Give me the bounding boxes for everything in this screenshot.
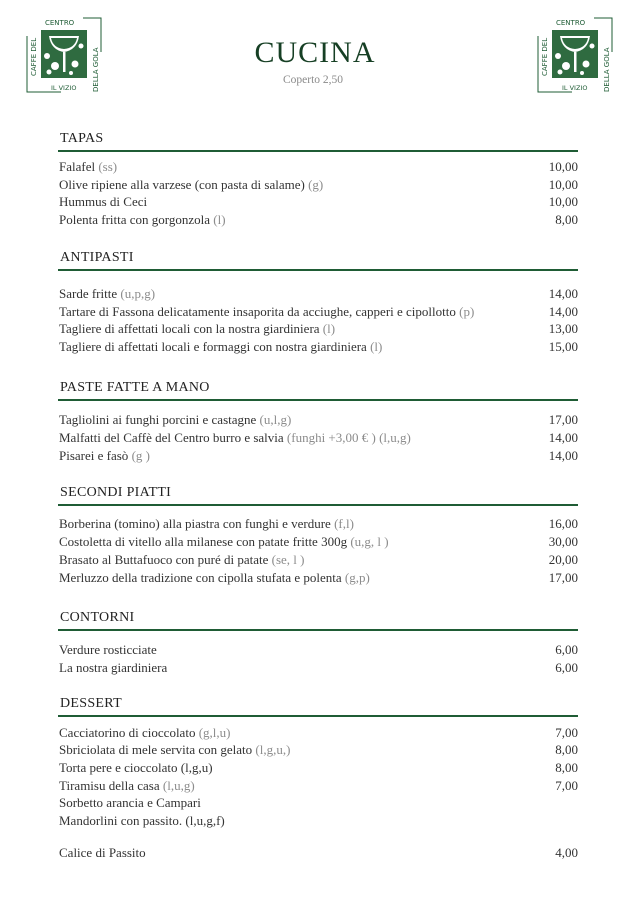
item-price: 17,00 <box>548 412 578 427</box>
item-price: 14,00 <box>548 286 578 301</box>
item-price: 17,00 <box>548 570 578 585</box>
item-allergens: (l) <box>370 339 383 354</box>
menu-item <box>59 429 578 447</box>
section-divider <box>58 504 578 506</box>
item-name: Sarde fritte <box>59 286 121 301</box>
item-allergens: (f,l) <box>334 516 354 531</box>
item-allergens: (u,l,g) <box>259 412 292 427</box>
menu-item <box>59 741 578 759</box>
item-allergens: (l) <box>213 212 226 227</box>
menu-item <box>59 641 578 659</box>
item-name: Verdure rosticciate <box>59 642 157 657</box>
svg-text:DELLA GOLA: DELLA GOLA <box>603 47 611 92</box>
menu-item <box>59 533 578 551</box>
svg-text:CENTRO: CENTRO <box>45 19 75 27</box>
item-name: Borberina (tomino) alla piastra con funghi e verdure <box>59 516 335 531</box>
item-name: Falafel <box>59 159 99 174</box>
section-divider <box>58 715 578 717</box>
menu-item <box>59 844 578 862</box>
item-price: 8,00 <box>555 760 578 775</box>
section-title: TAPAS <box>60 131 104 146</box>
menu-item <box>59 193 578 211</box>
svg-text:IL VIZIO: IL VIZIO <box>51 84 77 92</box>
item-name: Sbriciolata di mele servita con gelato <box>59 742 256 757</box>
menu-item <box>59 724 578 742</box>
item-name: La nostra giardiniera <box>59 660 168 675</box>
cover-charge: Coperto 2,50 <box>282 74 344 86</box>
item-name: Tiramisu della casa <box>59 778 163 793</box>
page-title: CUCINA <box>254 36 376 69</box>
item-name: Tartare di Fassona delicatamente insaporita da acciughe, capperi e cipollotto <box>59 304 460 319</box>
menu-item <box>59 759 578 777</box>
section-title: SECONDI PIATTI <box>60 485 172 500</box>
item-allergens: (g,l,u) <box>198 725 231 740</box>
item-allergens: (g,p) <box>344 570 370 585</box>
svg-text:CAFFE DEL: CAFFE DEL <box>30 37 38 76</box>
item-price: 8,00 <box>555 212 578 227</box>
menu-item <box>59 551 578 569</box>
item-price: 10,00 <box>548 159 578 174</box>
item-name: Tagliolini ai funghi porcini e castagne <box>59 412 260 427</box>
item-price: 15,00 <box>548 339 578 354</box>
menu-item <box>59 515 578 533</box>
item-name: Mandorlini con passito. (l,u,g,f) <box>59 813 225 828</box>
section-divider <box>58 150 578 152</box>
item-name: Hummus di Ceci <box>59 194 148 209</box>
item-price: 7,00 <box>555 778 578 793</box>
menu-item <box>59 176 578 194</box>
menu-item <box>59 158 578 176</box>
section-divider <box>58 269 578 271</box>
menu-item <box>59 303 578 321</box>
item-name: Calice di Passito <box>59 845 146 860</box>
item-name: Malfatti del Caffè del Centro burro e salvia <box>59 430 287 445</box>
menu-item <box>59 285 578 303</box>
item-price: 6,00 <box>555 642 578 657</box>
menu-item <box>59 659 578 677</box>
item-allergens: (p) <box>459 304 475 319</box>
item-allergens: (g ) <box>131 448 150 463</box>
item-name: Cacciatorino di cioccolato <box>59 725 199 740</box>
item-price: 8,00 <box>555 742 578 757</box>
item-price: 10,00 <box>548 177 578 192</box>
svg-text:CAFFE DEL: CAFFE DEL <box>541 37 549 76</box>
section-divider <box>58 629 578 631</box>
item-name: Torta pere e cioccolato (l,g,u) <box>59 760 213 775</box>
section-title: PASTE FATTE A MANO <box>60 380 210 395</box>
item-name: Merluzzo della tradizione con cipolla stufata e polenta <box>59 570 345 585</box>
item-price: 14,00 <box>548 304 578 319</box>
section-title: DESSERT <box>60 696 122 711</box>
item-name: Tagliere di affettati locali e formaggi con nostra giardiniera <box>59 339 371 354</box>
menu-item <box>59 569 578 587</box>
menu-item <box>59 411 578 429</box>
item-price: 14,00 <box>548 448 578 463</box>
item-price: 30,00 <box>548 534 578 549</box>
item-price: 6,00 <box>555 660 578 675</box>
section-title: ANTIPASTI <box>60 250 134 265</box>
item-allergens: (funghi +3,00 € ) (l,u,g) <box>286 430 411 445</box>
item-allergens: (ss) <box>98 159 118 174</box>
item-price: 20,00 <box>548 552 578 567</box>
item-name: Tagliere di affettati locali con la nostra giardiniera <box>59 321 323 336</box>
item-allergens: (u,p,g) <box>120 286 156 301</box>
item-price: 7,00 <box>555 725 578 740</box>
item-allergens: (se, l ) <box>271 552 305 567</box>
item-price: 4,00 <box>555 845 578 860</box>
item-allergens: (l,g,u,) <box>255 742 291 757</box>
svg-text:CENTRO: CENTRO <box>556 19 586 27</box>
menu-item <box>59 338 578 356</box>
item-name: Pisarei e fasò <box>59 448 132 463</box>
section-divider <box>58 399 578 401</box>
item-name: Costoletta di vitello alla milanese con patate fritte 300g <box>59 534 351 549</box>
item-allergens: (l) <box>322 321 336 336</box>
svg-text:IL VIZIO: IL VIZIO <box>562 84 588 92</box>
menu-item <box>59 320 578 338</box>
item-name: Brasato al Buttafuoco con puré di patate <box>59 552 272 567</box>
menu-item <box>59 794 578 812</box>
menu-item <box>59 812 578 830</box>
item-name: Polenta fritta con gorgonzola <box>59 212 214 227</box>
menu-item <box>59 447 578 465</box>
menu-item <box>59 211 578 229</box>
item-price: 10,00 <box>548 194 578 209</box>
item-name: Sorbetto arancia e Campari <box>59 795 201 810</box>
item-price: 13,00 <box>548 321 578 336</box>
item-name: Olive ripiene alla varzese (con pasta di salame) <box>59 177 309 192</box>
menu-item <box>59 777 578 795</box>
item-allergens: (g) <box>308 177 324 192</box>
item-price: 14,00 <box>548 430 578 445</box>
item-allergens: (l,u,g) <box>162 778 195 793</box>
item-allergens: (u,g, l ) <box>350 534 389 549</box>
item-price: 16,00 <box>548 516 578 531</box>
section-title: CONTORNI <box>60 610 135 625</box>
svg-text:DELLA GOLA: DELLA GOLA <box>92 47 100 92</box>
